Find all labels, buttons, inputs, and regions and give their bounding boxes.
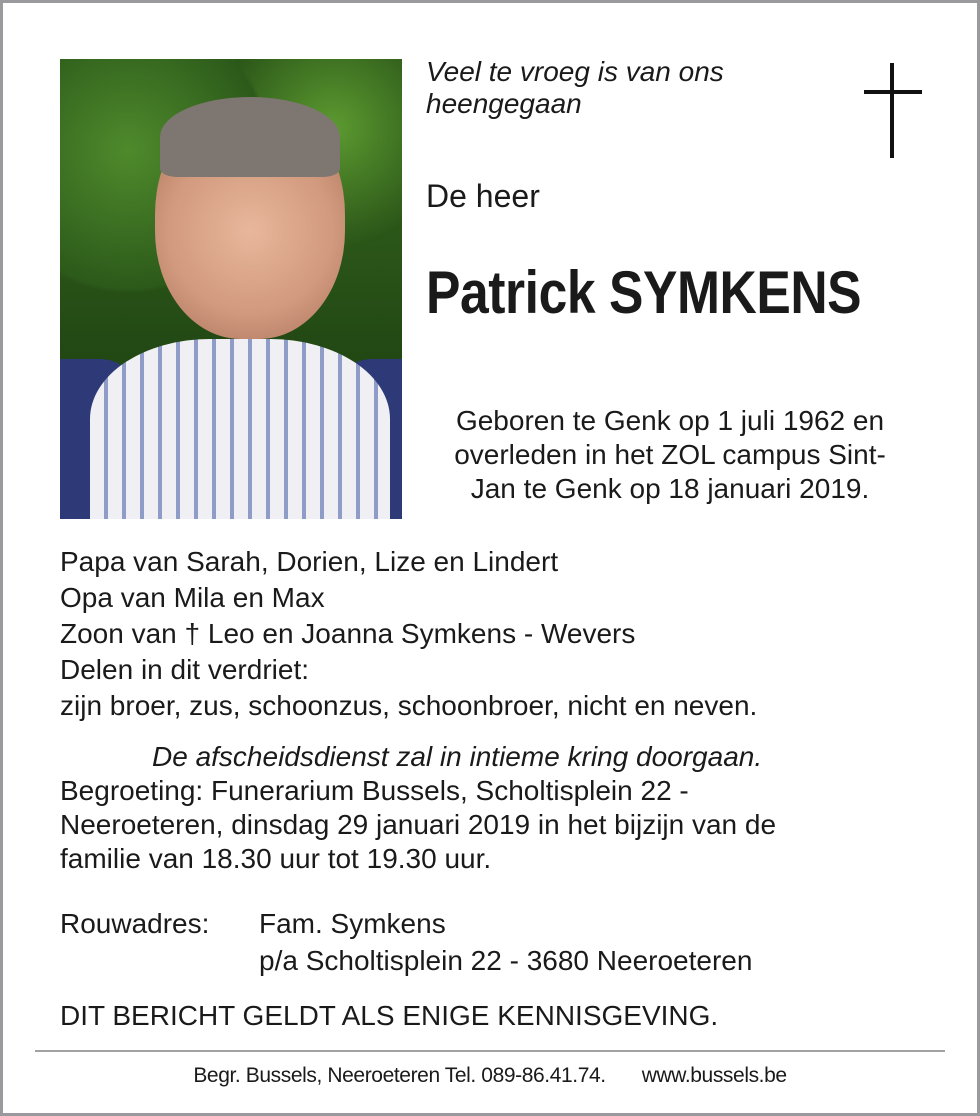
tagline — [426, 56, 724, 120]
address-line: p/a Scholtisplein 22 - 3680 Neeroeteren — [259, 945, 753, 976]
deceased-name: Patrick SYMKENS — [426, 259, 862, 326]
honorific: De heer — [426, 178, 540, 214]
family-list — [60, 544, 757, 724]
birth-death-line: overleden in het ZOL campus Sint- — [454, 439, 886, 470]
footer-website: www.bussels.be — [641, 1064, 787, 1087]
tagline-line: heengegaan — [426, 88, 582, 119]
footer — [0, 1064, 980, 1088]
family-line: Zoon van † Leo en Joanna Symkens - Wevers — [60, 618, 636, 649]
photo-shirt — [90, 339, 390, 519]
cross-icon — [864, 63, 922, 158]
photo-hair — [160, 97, 340, 177]
ceremony-intro: De afscheidsdienst zal in intieme kring doorgaan. — [152, 741, 763, 772]
family-line: Delen in dit verdriet: — [60, 654, 310, 685]
divider — [35, 1050, 945, 1052]
footer-contact: Begr. Bussels, Neeroeteren Tel. 089-86.41.74. — [193, 1064, 606, 1087]
family-line: Papa van Sarah, Dorien, Lize en Lindert — [60, 546, 559, 577]
portrait-photo — [60, 59, 402, 519]
birth-death-line: Geboren te Genk op 1 juli 1962 en — [455, 405, 885, 436]
family-line: zijn broer, zus, schoonzus, schoonbroer, nicht en neven. — [60, 690, 758, 721]
family-line: Opa van Mila en Max — [60, 582, 325, 613]
address-label: Rouwadres: — [60, 908, 210, 939]
tagline-line: Veel te vroeg is van ons — [426, 56, 724, 87]
ceremony-line: familie van 18.30 uur tot 19.30 uur. — [60, 843, 492, 874]
birth-death-info — [420, 404, 920, 506]
mourning-address — [60, 905, 752, 979]
notice: DIT BERICHT GELDT ALS ENIGE KENNISGEVING. — [60, 1000, 719, 1031]
birth-death-line: Jan te Genk op 18 januari 2019. — [470, 473, 870, 504]
address-line: Fam. Symkens — [259, 908, 446, 939]
ceremony-info — [60, 740, 860, 876]
ceremony-line: Begroeting: Funerarium Bussels, Scholtisplein 22 - — [60, 775, 689, 806]
ceremony-line: Neeroeteren, dinsdag 29 januari 2019 in het bijzijn van de — [60, 809, 777, 840]
